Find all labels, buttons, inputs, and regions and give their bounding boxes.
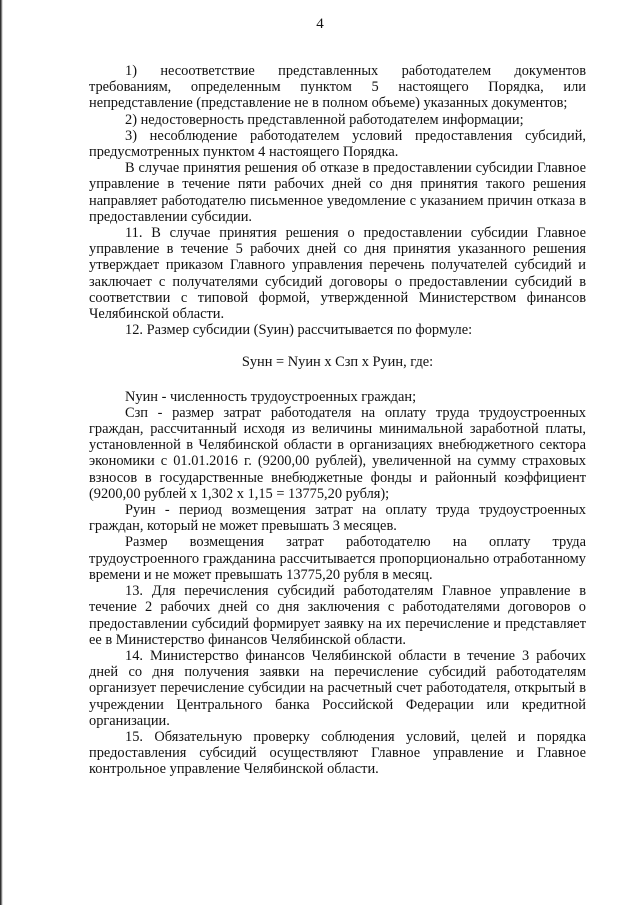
paragraph-item-11: 11. В случае принятия решения о предоставлении субсидии Главное управление в течение 5 рабочих дней со дня принятия указанного решения утверждает приказом Главного управления перечень получателей субсидий и заключает с получателями субсидий договоры о предоставлении субсидий в соответствии с типовой формой, утвержденной Министерством финансов Челябинской области.	[89, 225, 586, 323]
definition-ruin: Руин - период возмещения затрат на оплату труда трудоустроенных граждан, который не может превышать 3 месяцев.	[89, 502, 586, 535]
paragraph-item-12: 12. Размер субсидии (Syин) рассчитывается по формуле:	[125, 322, 473, 339]
subsidy-formula: Syнн = Nуин х Сзп х Руин, где:	[241, 354, 434, 371]
paragraph-reason-2: 2) недостоверность представленной работодателем информации;	[125, 111, 524, 128]
scan-edge-border	[0, 0, 3, 905]
page-number: 4	[316, 16, 324, 32]
paragraph-item-13: 13. Для перечисления субсидий работодателям Главное управление в течение 2 рабочих дней со дня заключения с работодателями договоров о предоставлении субсидий формирует заявку на их перечисление и представляет ее в Министерство финансов Челябинской области.	[89, 583, 586, 648]
paragraph-reimbursement-limit: Размер возмещения затрат работодателю на оплату труда трудоустроенного гражданина рассчитывается пропорционально отработанному времени и не может превышать 13775,20 рубля в месяц.	[89, 534, 586, 583]
document-body	[89, 63, 586, 778]
paragraph-refusal-notice: В случае принятия решения об отказе в предоставлении субсидии Главное управление в течение пяти рабочих дней со дня принятия такого решения направляет работодателю письменное уведомление с указанием причин отказа в предоставлении субсидии.	[89, 160, 586, 225]
definition-szp: Сзп - размер затрат работодателя на оплату труда трудоустроенных граждан, рассчитанный исходя из величины минимальной заработной платы, установленной в Челябинской области в организациях внебюджетного сектора экономики с 01.01.2016 г. (9200,00 рублей), увеличенной на сумму страховых взносов в государственные внебюджетные фонды и районный коэффициент (9200,00 рублей х 1,302 х 1,15 = 13775,20 рубля);	[89, 404, 586, 502]
paragraph-item-15: 15. Обязательную проверку соблюдения условий, целей и порядка предоставления субсидий осуществляют Главное управление и Главное контрольное управление Челябинской области.	[89, 728, 586, 778]
paragraph-reason-1: 1) несоответствие представленных работодателем документов требованиям, определенным пунктом 5 настоящего Порядка, или непредставление (представление не в полном объеме) указанных документов;	[89, 63, 586, 112]
paragraph-reason-3: 3) несоблюдение работодателем условий предоставления субсидий, предусмотренных пунктом 4 настоящего Порядка.	[89, 127, 586, 161]
paragraph-item-14: 14. Министерство финансов Челябинской области в течение 3 рабочих дней со дня получения заявки на перечисление субсидий работодателям организует перечисление субсидии на расчетный счет работодателя, открытый в учреждении Центрального банка Российской Федерации или кредитной организации.	[89, 647, 586, 729]
definition-nuin: Nуин - численность трудоустроенных граждан;	[125, 388, 417, 405]
